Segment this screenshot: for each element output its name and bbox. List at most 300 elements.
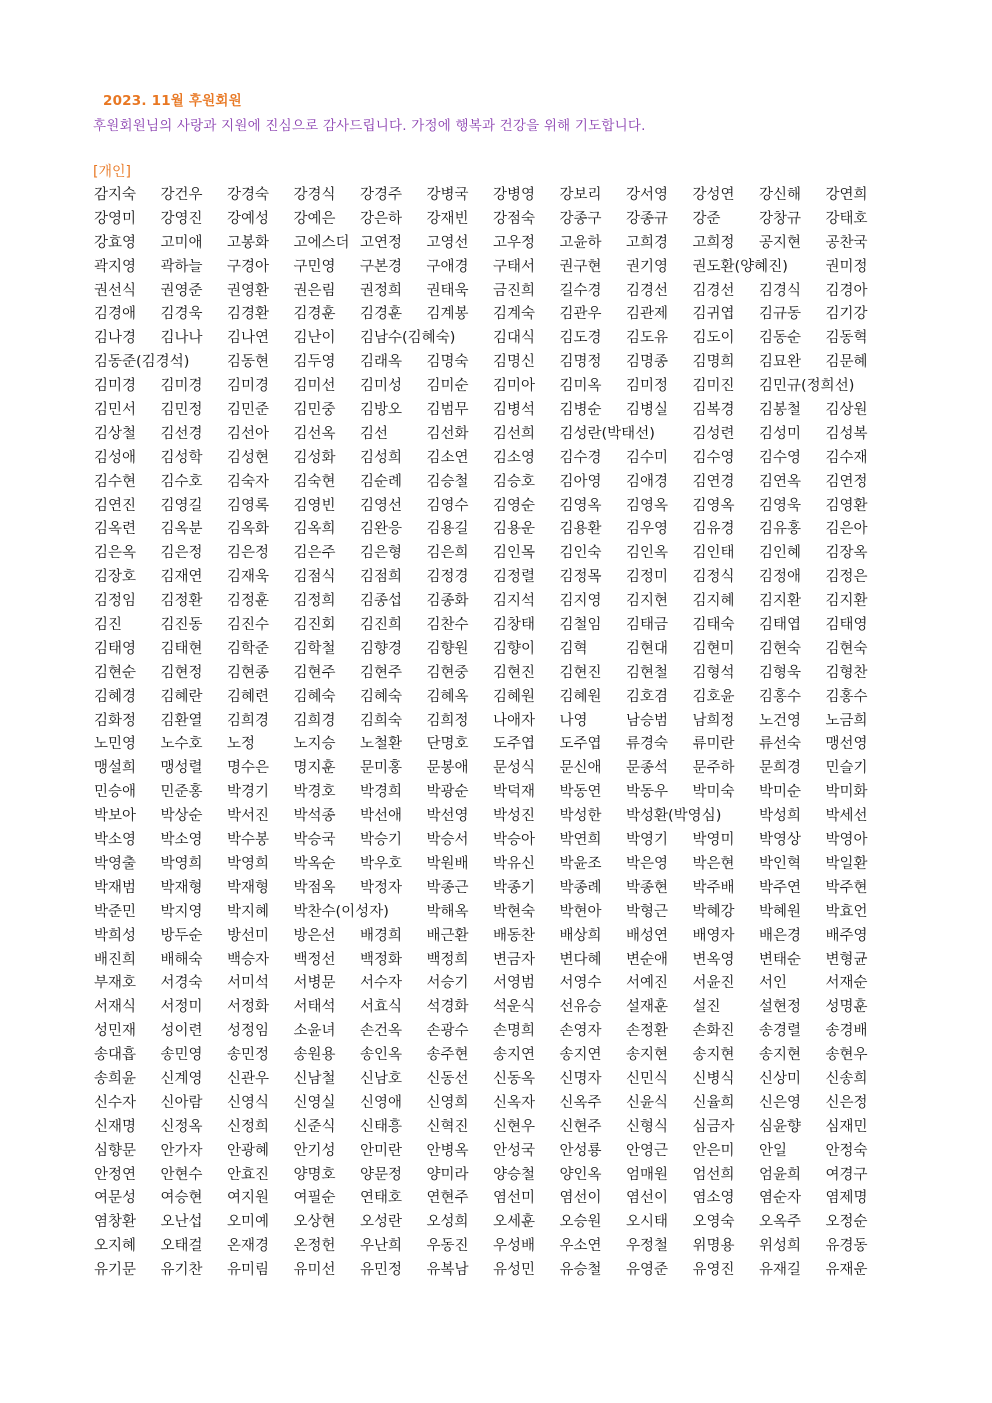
member-name: 김관우 xyxy=(559,306,602,323)
member-name: 박준민 xyxy=(94,903,137,920)
member-name: 유성민 xyxy=(493,1262,536,1279)
member-name: 김경욱 xyxy=(160,306,203,323)
member-name: 서재식 xyxy=(94,999,137,1016)
member-name: 김미순 xyxy=(426,378,469,395)
member-name: 연태호 xyxy=(360,1190,403,1207)
member-name: 강은하 xyxy=(360,210,403,227)
member-name: 곽지영 xyxy=(94,258,137,275)
member-name: 김귀엽 xyxy=(692,306,735,323)
member-name: 문봉애 xyxy=(426,760,469,777)
member-name: 도주엽 xyxy=(493,736,536,753)
member-name: 백승자 xyxy=(227,951,270,968)
member-name: 김민준 xyxy=(227,402,270,419)
member-name: 송민영 xyxy=(160,1047,203,1064)
member-name: 김인숙 xyxy=(559,545,602,562)
member-name: 김관제 xyxy=(626,306,669,323)
member-name: 배해숙 xyxy=(160,951,203,968)
member-name: 김용운 xyxy=(493,521,536,538)
member-name: 오난섭 xyxy=(160,1214,203,1231)
member-name: 박효언 xyxy=(825,903,868,920)
member-name: 김형찬 xyxy=(825,664,868,681)
member-name: 배근환 xyxy=(426,927,469,944)
member-name: 강준 xyxy=(692,210,721,227)
member-name: 안성룡 xyxy=(559,1142,602,1159)
member-name: 박광순 xyxy=(426,784,469,801)
member-name: 도주엽 xyxy=(559,736,602,753)
member-name: 유미선 xyxy=(293,1262,336,1279)
member-name: 김정경 xyxy=(426,569,469,586)
member-name: 권기영 xyxy=(626,258,669,275)
member-name: 백정희 xyxy=(426,951,469,968)
member-name: 우소연 xyxy=(559,1238,602,1255)
member-name: 여지원 xyxy=(227,1190,270,1207)
member-name: 문신애 xyxy=(559,760,602,777)
member-name: 박소영 xyxy=(160,832,203,849)
member-name: 안기성 xyxy=(293,1142,336,1159)
member-name: 오지혜 xyxy=(94,1238,137,1255)
member-name: 강연희 xyxy=(825,187,868,203)
member-name: 김정임 xyxy=(94,593,137,610)
member-name: 강예성 xyxy=(227,210,270,227)
member-name: 우난희 xyxy=(360,1238,403,1255)
member-name: 여문성 xyxy=(94,1190,137,1207)
member-name: 김지현 xyxy=(626,593,669,610)
member-name: 김연진 xyxy=(94,497,137,514)
member-name: 김경아 xyxy=(825,282,868,299)
member-name: 강영진 xyxy=(160,210,203,227)
member-name: 김성미 xyxy=(759,425,802,442)
member-name: 신윤식 xyxy=(626,1094,669,1111)
member-name: 강성연 xyxy=(692,187,735,203)
member-name: 김지석 xyxy=(493,593,536,610)
member-name: 배상희 xyxy=(559,927,602,944)
member-name: 민준홍 xyxy=(160,784,203,801)
member-name: 송지연 xyxy=(559,1047,602,1064)
member-name: 김영옥 xyxy=(626,497,669,514)
member-name: 구민영 xyxy=(293,258,336,275)
member-name: 김은정 xyxy=(227,545,270,562)
member-name: 온재경 xyxy=(227,1238,270,1255)
member-name: 엄윤희 xyxy=(759,1166,802,1183)
member-name: 위성희 xyxy=(759,1238,802,1255)
member-name: 고희정 xyxy=(692,234,735,251)
member-name: 김현순 xyxy=(94,664,137,681)
member-name: 송지현 xyxy=(692,1047,735,1064)
member-name xyxy=(693,805,760,829)
member-name: 배진희 xyxy=(94,951,137,968)
member-name: 공찬국 xyxy=(825,234,868,251)
member-name: 김옥희 xyxy=(293,521,336,538)
member-name: 김영선 xyxy=(360,497,403,514)
member-name: 신민식 xyxy=(626,1070,669,1087)
member-name: 문주하 xyxy=(692,760,735,777)
member-name: 여승현 xyxy=(160,1190,203,1207)
member-name: 오성란 xyxy=(360,1214,403,1231)
member-name: 안일 xyxy=(759,1142,788,1159)
member-name: 김숙자 xyxy=(227,473,270,490)
member-name: 김계숙 xyxy=(493,306,536,323)
member-name: 강점숙 xyxy=(493,210,536,227)
member-name: 박해옥 xyxy=(426,903,469,920)
member-name: 김혜숙 xyxy=(360,688,403,705)
member-name: 김남수(김혜숙) xyxy=(360,330,456,347)
member-name: 김창태 xyxy=(493,617,536,634)
member-name: 박동우 xyxy=(626,784,669,801)
member-name: 심향문 xyxy=(94,1142,137,1159)
member-name: 오승원 xyxy=(559,1214,602,1231)
member-name xyxy=(826,375,893,399)
member-name: 김정목 xyxy=(559,569,602,586)
member-name: 박윤조 xyxy=(559,855,602,872)
member-name: 명지훈 xyxy=(293,760,336,777)
member-name: 설현정 xyxy=(759,999,802,1016)
member-name: 오태걸 xyxy=(160,1238,203,1255)
member-name: 신혁진 xyxy=(426,1118,469,1135)
member-name: 김병석 xyxy=(493,402,536,419)
member-name: 김도경 xyxy=(559,330,602,347)
member-name: 변금자 xyxy=(493,951,536,968)
member-name: 오영숙 xyxy=(692,1214,735,1231)
member-name: 서승기 xyxy=(426,975,469,992)
member-name: 김희정 xyxy=(426,712,469,729)
member-name: 김완응 xyxy=(360,521,403,538)
member-name: 성이련 xyxy=(160,1023,203,1040)
member-name: 박미화 xyxy=(825,784,868,801)
member-name: 김혜원 xyxy=(559,688,602,705)
member-name: 김선희 xyxy=(493,425,536,442)
member-name: 김유홍 xyxy=(759,521,802,538)
member-name: 박원배 xyxy=(426,855,469,872)
member-name: 김수현 xyxy=(94,473,137,490)
member-name: 박미숙 xyxy=(692,784,735,801)
member-name: 김미경 xyxy=(227,378,270,395)
member-name: 박재형 xyxy=(227,879,270,896)
member-name: 신정희 xyxy=(227,1118,270,1135)
member-name: 박연희 xyxy=(559,832,602,849)
member-name: 박재범 xyxy=(94,879,137,896)
member-name: 신정옥 xyxy=(160,1118,203,1135)
member-name: 강효영 xyxy=(94,234,137,251)
member-name: 김희경 xyxy=(227,712,270,729)
member-name: 박종현 xyxy=(626,879,669,896)
member-name: 유영진 xyxy=(692,1262,735,1279)
member-name: 성정임 xyxy=(227,1023,270,1040)
member-name: 김경식 xyxy=(759,282,802,299)
member-name: 우동진 xyxy=(426,1238,469,1255)
member-name: 고희경 xyxy=(626,234,669,251)
member-name: 김경선 xyxy=(626,282,669,299)
member-name: 박승아 xyxy=(493,832,536,849)
member-name: 문종석 xyxy=(626,760,669,777)
member-name: 송주현 xyxy=(426,1047,469,1064)
member-name: 김상철 xyxy=(94,425,137,442)
member-name: 김점희 xyxy=(360,569,403,586)
member-name: 유재운 xyxy=(825,1262,868,1279)
member-name: 신준식 xyxy=(293,1118,336,1135)
member-name: 김미진 xyxy=(692,378,735,395)
member-name: 김경훈 xyxy=(360,306,403,323)
member-name: 송대흡 xyxy=(94,1047,137,1064)
member-name: 부재호 xyxy=(94,975,137,992)
member-name: 서수자 xyxy=(360,975,403,992)
member-name: 오상현 xyxy=(293,1214,336,1231)
member-name: 석경화 xyxy=(426,999,469,1016)
member-name: 나애자 xyxy=(493,712,536,729)
member-name: 김현정 xyxy=(160,664,203,681)
member-name: 김나연 xyxy=(227,330,270,347)
member-name: 김옥련 xyxy=(94,521,137,538)
member-name: 박선애 xyxy=(360,808,403,825)
member-name: 오정순 xyxy=(825,1214,868,1231)
member-name: 김환열 xyxy=(160,712,203,729)
member-name: 박정자 xyxy=(360,879,403,896)
member-name: 신영실 xyxy=(293,1094,336,1111)
member-name: 김태영 xyxy=(94,640,137,657)
member-name: 박희성 xyxy=(94,927,137,944)
member-name: 김은주 xyxy=(293,545,336,562)
member-name: 김민서 xyxy=(94,402,137,419)
member-name: 김범무 xyxy=(426,402,469,419)
member-name: 김희숙 xyxy=(360,712,403,729)
member-name: 배경희 xyxy=(360,927,403,944)
member-name: 김성현 xyxy=(227,449,270,466)
member-name: 김은옥 xyxy=(94,545,137,562)
member-name: 김경선 xyxy=(692,282,735,299)
member-name: 구본경 xyxy=(360,258,403,275)
member-name: 오성희 xyxy=(426,1214,469,1231)
member-name: 민슬기 xyxy=(825,760,868,777)
member-name: 김재욱 xyxy=(227,569,270,586)
member-name: 신남철 xyxy=(293,1070,336,1087)
member-name: 김현숙 xyxy=(759,640,802,657)
member-name: 김영욱 xyxy=(759,497,802,514)
member-name: 신송희 xyxy=(825,1070,868,1087)
member-name: 김도유 xyxy=(626,330,669,347)
member-name: 구태서 xyxy=(493,258,536,275)
member-name: 박영기 xyxy=(626,832,669,849)
member-name: 손정환 xyxy=(626,1023,669,1040)
member-name: 신남호 xyxy=(360,1070,403,1087)
member-name: 송지연 xyxy=(493,1047,536,1064)
member-name: 김영수 xyxy=(426,497,469,514)
member-name: 박주현 xyxy=(825,879,868,896)
member-name: 김현철 xyxy=(626,664,669,681)
member-name: 박승국 xyxy=(293,832,336,849)
member-name: 노금희 xyxy=(825,712,868,729)
member-name: 금진희 xyxy=(493,282,536,299)
member-name: 위명용 xyxy=(692,1238,735,1255)
member-name: 김선경 xyxy=(160,425,203,442)
member-name: 변순애 xyxy=(626,951,669,968)
member-name: 신계영 xyxy=(160,1070,203,1087)
member-name: 김성화 xyxy=(293,449,336,466)
member-name: 김나나 xyxy=(160,330,203,347)
member-name: 박재형 xyxy=(160,879,203,896)
member-name: 여필순 xyxy=(293,1190,336,1207)
member-name: 염제명 xyxy=(825,1190,868,1207)
member-name: 송경배 xyxy=(825,1023,868,1040)
member-name: 김인혜 xyxy=(759,545,802,562)
member-name: 오옥주 xyxy=(759,1214,802,1231)
member-name: 박영출 xyxy=(94,855,137,872)
member-name: 소윤녀 xyxy=(293,1023,336,1040)
member-name: 박경호 xyxy=(293,784,336,801)
member-name: 김점식 xyxy=(293,569,336,586)
member-name: 유재길 xyxy=(759,1262,802,1279)
member-name: 김철임 xyxy=(559,617,602,634)
member-name: 권정희 xyxy=(360,282,403,299)
member-name: 손영자 xyxy=(559,1023,602,1040)
section-label-individual: [개인] xyxy=(93,164,131,180)
member-name: 서미석 xyxy=(227,975,270,992)
member-name: 박종근 xyxy=(426,879,469,896)
member-name: 박일환 xyxy=(825,855,868,872)
member-name: 강경식 xyxy=(293,187,336,203)
member-name: 김성애 xyxy=(94,449,137,466)
member-name: 신율희 xyxy=(692,1094,735,1111)
member-name xyxy=(759,256,826,280)
member-name: 유복남 xyxy=(426,1262,469,1279)
member-name: 김혜원 xyxy=(493,688,536,705)
member-name: 안은미 xyxy=(692,1142,735,1159)
member-name: 노민영 xyxy=(94,736,137,753)
member-name: 김정애 xyxy=(759,569,802,586)
member-name: 김순례 xyxy=(360,473,403,490)
member-name: 김승철 xyxy=(426,473,469,490)
member-name: 박보아 xyxy=(94,808,137,825)
member-name: 박찬수(이성자) xyxy=(293,903,389,920)
member-name: 문미홍 xyxy=(360,760,403,777)
member-name: 안정숙 xyxy=(825,1142,868,1159)
member-name: 신아람 xyxy=(160,1094,203,1111)
member-name: 김지환 xyxy=(759,593,802,610)
member-name: 안가자 xyxy=(160,1142,203,1159)
member-name: 김정희 xyxy=(293,593,336,610)
member-name: 김현종 xyxy=(227,664,270,681)
member-name: 김동준(김경석) xyxy=(94,354,190,371)
member-name: 김미성 xyxy=(360,378,403,395)
member-name: 강종규 xyxy=(626,210,669,227)
member-name: 김현미 xyxy=(692,640,735,657)
member-name: 강재빈 xyxy=(426,210,469,227)
member-name: 서영수 xyxy=(559,975,602,992)
member-name: 선유승 xyxy=(559,999,602,1016)
member-name: 김정은 xyxy=(825,569,868,586)
member-name: 김선 xyxy=(360,425,389,442)
member-name: 김영환 xyxy=(825,497,868,514)
member-name: 박성환(박영심) xyxy=(626,808,722,825)
member-name: 신은영 xyxy=(759,1094,802,1111)
member-name: 박종기 xyxy=(493,879,536,896)
member-name: 안미란 xyxy=(360,1142,403,1159)
member-name: 김영옥 xyxy=(559,497,602,514)
member-name: 김아영 xyxy=(559,473,602,490)
member-name: 신영식 xyxy=(227,1094,270,1111)
member-name: 김병실 xyxy=(626,402,669,419)
member-name: 권영준 xyxy=(160,282,203,299)
member-name: 김나경 xyxy=(94,330,137,347)
member-name: 김명신 xyxy=(493,354,536,371)
member-name: 서정화 xyxy=(227,999,270,1016)
member-name: 김현대 xyxy=(626,640,669,657)
member-name: 강건우 xyxy=(160,187,203,203)
member-name: 서경숙 xyxy=(160,975,203,992)
member-name: 박석종 xyxy=(293,808,336,825)
member-name: 강예은 xyxy=(293,210,336,227)
member-name: 강경숙 xyxy=(227,187,270,203)
member-name: 박지영 xyxy=(160,903,203,920)
member-name: 권구현 xyxy=(559,258,602,275)
member-name: 김숙현 xyxy=(293,473,336,490)
member-name: 염순자 xyxy=(759,1190,802,1207)
member-name: 안성국 xyxy=(493,1142,536,1159)
member-name: 김형석 xyxy=(692,664,735,681)
member-name: 안광혜 xyxy=(227,1142,270,1159)
member-name: 김종화 xyxy=(426,593,469,610)
member-name: 고연정 xyxy=(360,234,403,251)
member-name: 김수호 xyxy=(160,473,203,490)
member-name: 김명희 xyxy=(692,354,735,371)
member-name: 신은정 xyxy=(825,1094,868,1111)
member-name: 김계봉 xyxy=(426,306,469,323)
member-name: 김규동 xyxy=(759,306,802,323)
member-name: 양인옥 xyxy=(559,1166,602,1183)
member-name: 박상순 xyxy=(160,808,203,825)
member-name: 김선화 xyxy=(426,425,469,442)
member-name: 김미정 xyxy=(626,378,669,395)
member-name: 김정환 xyxy=(160,593,203,610)
member-name: 김유경 xyxy=(692,521,735,538)
member-name: 김도이 xyxy=(692,330,735,347)
member-name: 강종구 xyxy=(559,210,602,227)
member-name: 연현주 xyxy=(426,1190,469,1207)
member-name: 강태호 xyxy=(825,210,868,227)
member-name: 김현중 xyxy=(426,664,469,681)
member-name: 박유신 xyxy=(493,855,536,872)
member-name: 김수재 xyxy=(825,449,868,466)
member-name: 단명호 xyxy=(426,736,469,753)
member-name: 구애경 xyxy=(426,258,469,275)
member-name: 김애경 xyxy=(626,473,669,490)
member-name: 서정미 xyxy=(160,999,203,1016)
member-name: 서병문 xyxy=(293,975,336,992)
member-name: 김소영 xyxy=(493,449,536,466)
member-name: 김형욱 xyxy=(759,664,802,681)
member-name: 유기문 xyxy=(94,1262,137,1279)
member-name: 명수은 xyxy=(227,760,270,777)
member-name: 김혜련 xyxy=(227,688,270,705)
member-name: 권도환(양혜진) xyxy=(692,258,788,275)
member-name: 배영자 xyxy=(692,927,735,944)
member-name: 서효식 xyxy=(360,999,403,1016)
member-name: 박영상 xyxy=(759,832,802,849)
member-name: 염소영 xyxy=(692,1190,735,1207)
member-name: 김동현 xyxy=(227,354,270,371)
member-name: 양명호 xyxy=(293,1166,336,1183)
member-name: 김래옥 xyxy=(360,354,403,371)
member-name: 엄매원 xyxy=(626,1166,669,1183)
member-name: 문성식 xyxy=(493,760,536,777)
member-name: 김대식 xyxy=(493,330,536,347)
member-name: 강서영 xyxy=(626,187,669,203)
member-name: 김장옥 xyxy=(825,545,868,562)
member-name: 김명숙 xyxy=(426,354,469,371)
member-name: 김혜숙 xyxy=(293,688,336,705)
member-name: 성명훈 xyxy=(825,999,868,1016)
member-name: 김향경 xyxy=(360,640,403,657)
member-name: 김지혜 xyxy=(692,593,735,610)
member-name: 노지승 xyxy=(293,736,336,753)
